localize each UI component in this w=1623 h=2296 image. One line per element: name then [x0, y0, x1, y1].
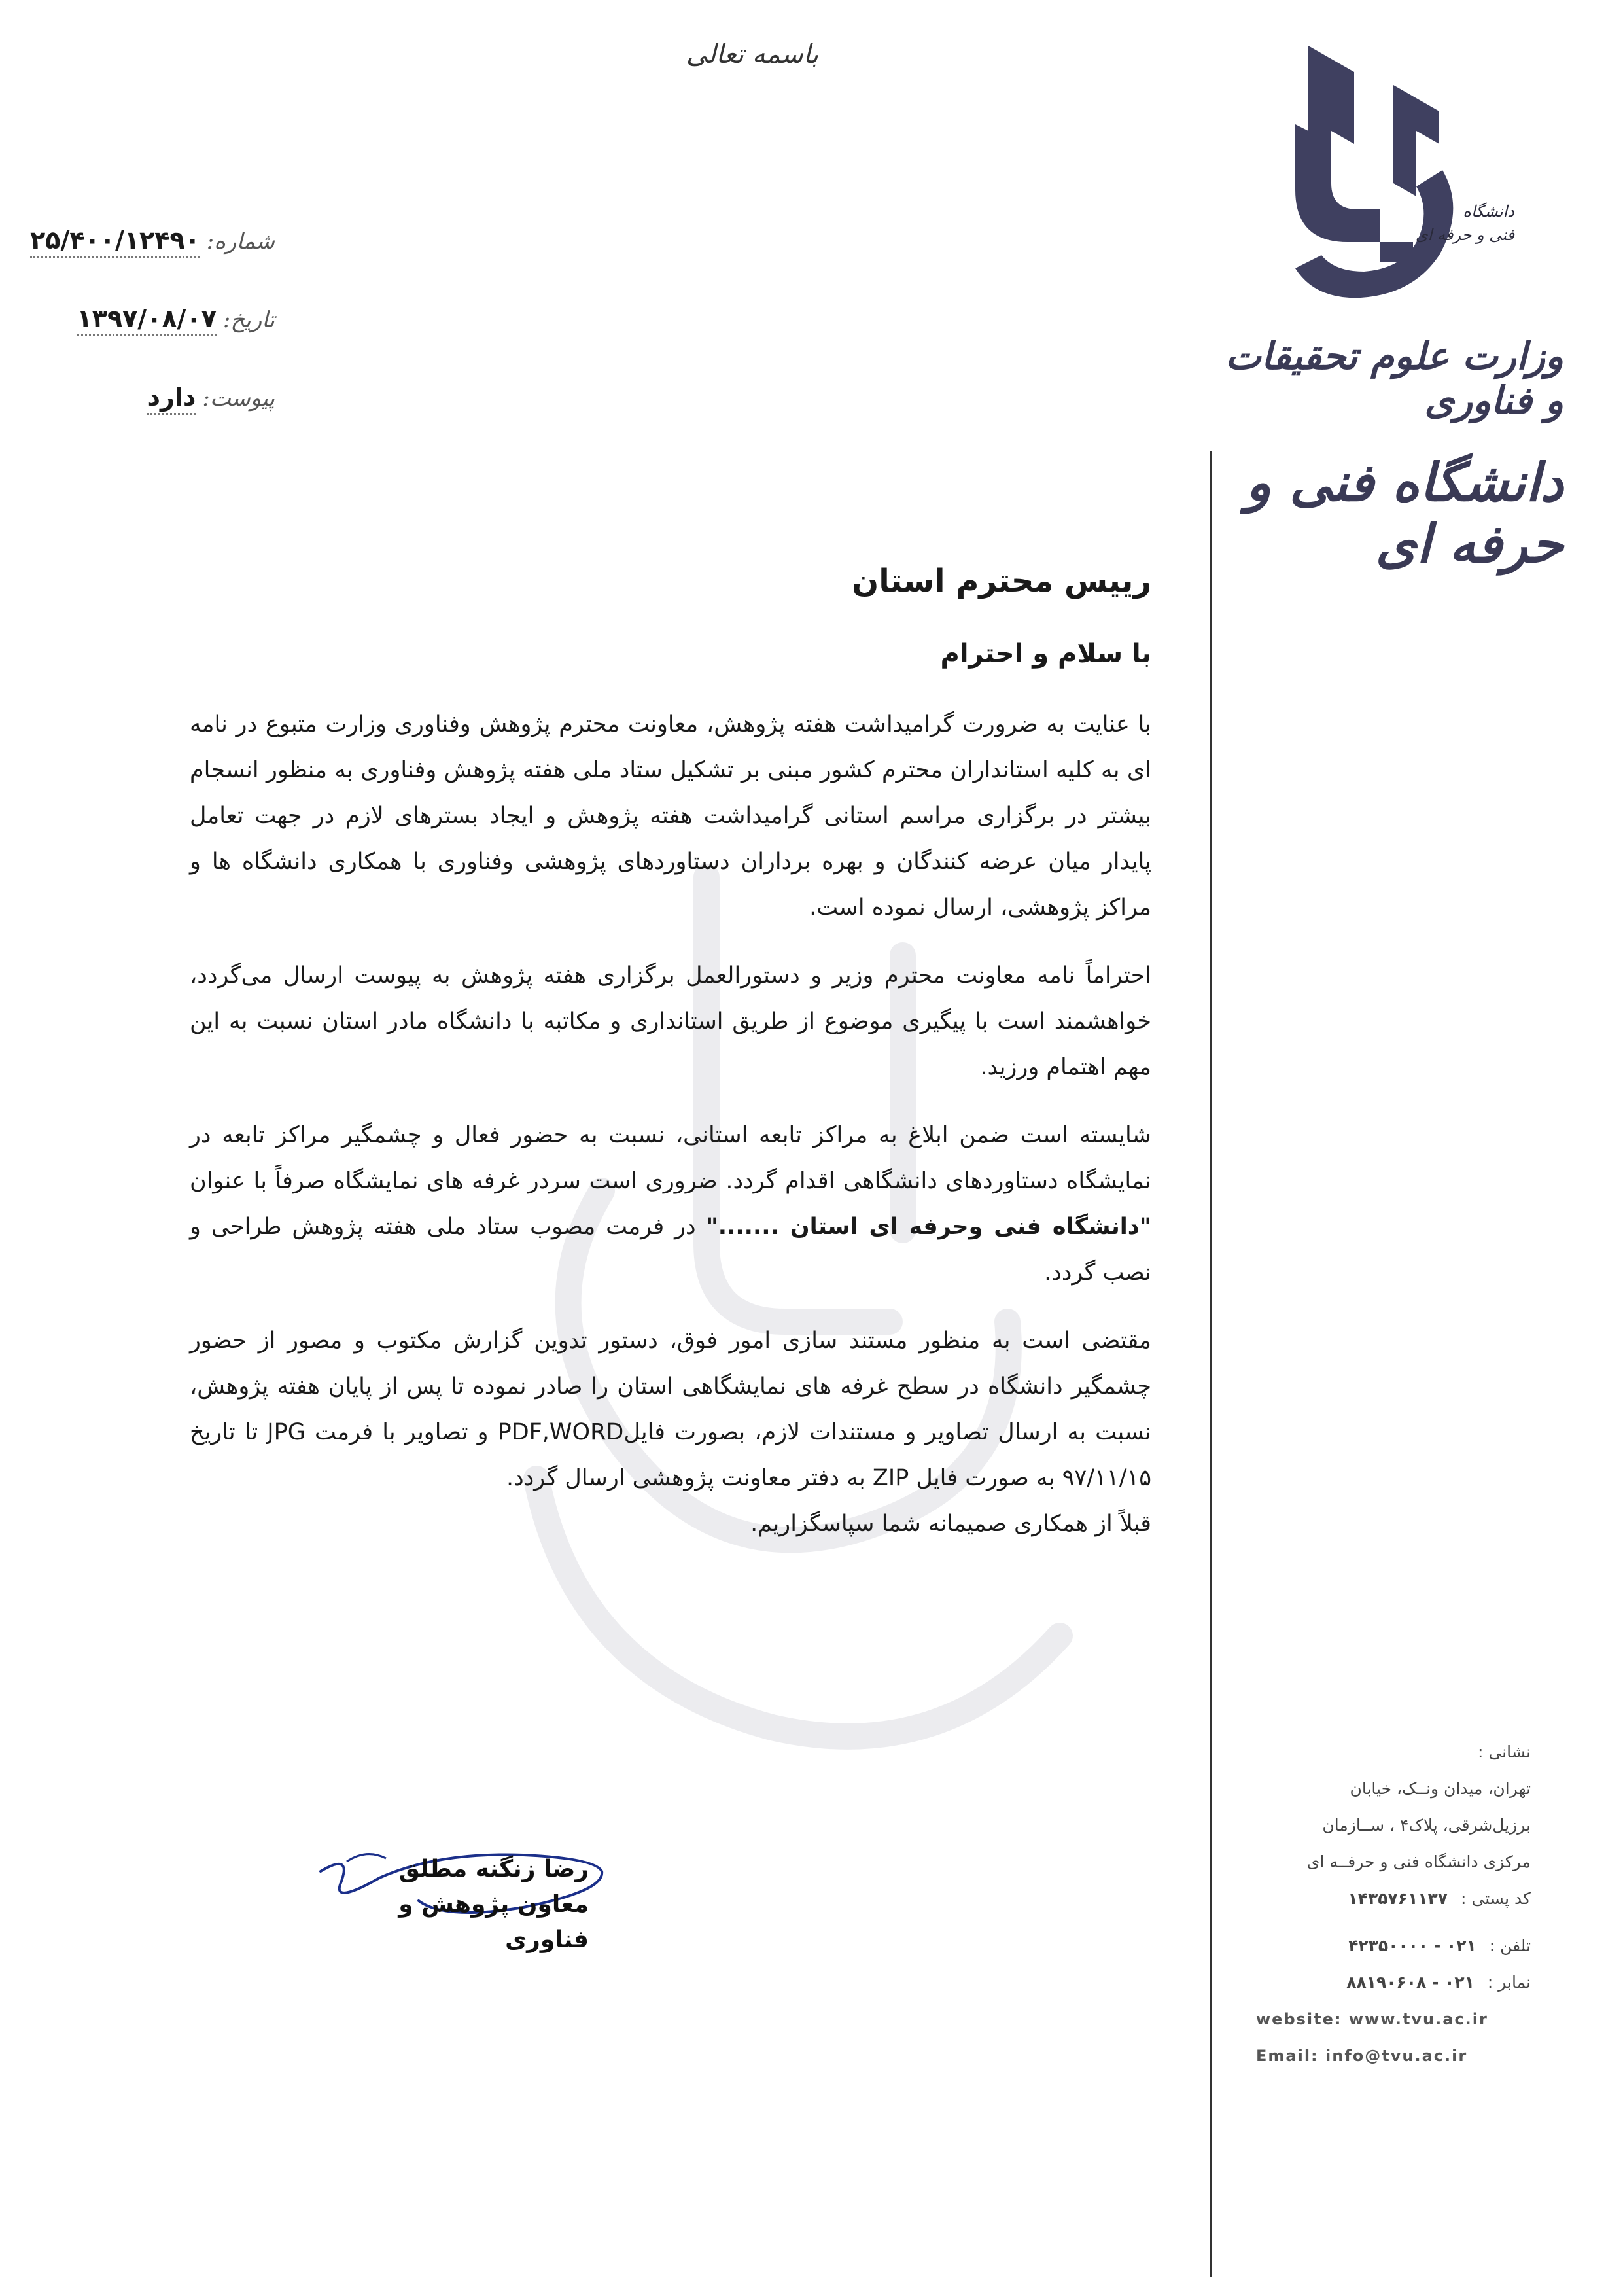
- logo-caption-line-1: دانشگاه: [1463, 202, 1514, 221]
- vertical-divider: [1210, 451, 1212, 2277]
- addressee: رییس محترم استان: [852, 563, 1151, 599]
- letter-meta: [30, 226, 275, 461]
- phone-value: ۰۲۱ - ۴۲۳۵۰۰۰۰: [1348, 1936, 1476, 1955]
- university-name: دانشگاه فنی و حرفه ای: [1246, 451, 1563, 574]
- fax-value: ۰۲۱ - ۸۸۱۹۰۶۰۸: [1346, 1973, 1475, 1992]
- phone-row: [1230, 1928, 1531, 1964]
- letter-date-label: تاریخ:: [222, 307, 275, 333]
- institution-header: [1197, 46, 1563, 574]
- website-link[interactable]: website: www.tvu.ac.ir: [1256, 2010, 1488, 2028]
- logo-caption-line-2: فنی و حرفه ای: [1415, 226, 1514, 244]
- paragraph-3-after: در فرمت مصوب ستاد ملی هفته پژوهش طراحی و نصب گردد.: [190, 1214, 1151, 1286]
- address-line-1: تهران، میدان ونــک، خیابان: [1350, 1779, 1531, 1798]
- email-link[interactable]: Email: info@tvu.ac.ir: [1256, 2047, 1468, 2065]
- signer-name: رضا زنگنه مطلق: [398, 1856, 589, 1882]
- fax-label: نمابر :: [1487, 1973, 1531, 1992]
- logo-caption: [1416, 200, 1514, 247]
- phone-label: تلفن :: [1489, 1936, 1531, 1955]
- postal-code-row: [1230, 1881, 1531, 1917]
- paragraph-2: احتراماً نامه معاونت محترم وزیر و دستورالعمل برگزاری هفته پژوهش به پیوست ارسال می‌گردد، خواهشمند است با پیگیری موضوع از طریق استانداری و مکاتبه با دانشگاه مادر استان نسبت به این مهم اهتمام ورزید.: [190, 963, 1151, 1080]
- address-label: نشانی :: [1477, 1742, 1531, 1761]
- letter-date-row: [39, 304, 275, 383]
- paragraph-3-booth-title: "دانشگاه فنی وحرفه ای استان .......": [706, 1214, 1151, 1240]
- invocation-text: باسمه تعالی: [686, 39, 819, 69]
- paragraph-3-before: شایسته است ضمن ابلاغ به مراکز تابعه استانی، نسبت به حضور فعال و چشمگیر مراکز تابعه در نمایشگاه دستاوردهای دانشگاهی اقدام گردد. ضروری است سردر غرفه های نمایشگاه صرفاً با عنوان: [190, 1122, 1151, 1194]
- postal-code-value: ۱۴۳۵۷۶۱۱۳۷: [1348, 1889, 1448, 1908]
- address-line-2: برزیل‌شرقی، پلاک۴ ، ســازمان: [1322, 1816, 1531, 1835]
- paragraph-1: با عنایت به ضرورت گرامیداشت هفته پژوهش، معاونت محترم پژوهش وفناوری وزارت متبوع در نامه ای به کلیه استانداران محترم کشور مبنی بر تشکیل ستاد ملی هفته پژوهش وفناوری به منظور انسجام بیشتر در برگزاری مراسم استانی گرامیداشت هفته پژوهش و ایجاد بسترهای لازم در جهت تعامل پایدار میان عرضه کنندگان و بهره برداران دستاوردهای پژوهشی وفناوری با همکاری دانشگاه ها و مراکز پژوهشی، ارسال نموده است.: [190, 711, 1151, 921]
- contact-info: [1230, 1734, 1531, 2074]
- postal-code-label: کد پستی :: [1461, 1889, 1531, 1908]
- letter-number-label: شماره:: [206, 228, 275, 255]
- letter-number-row: [30, 226, 275, 304]
- address-line-3: مرکزی دانشگاه فنی و حرفــه ای: [1306, 1852, 1531, 1871]
- signature-block: [314, 1852, 589, 1958]
- letter-date-value: ۱۳۹۷/۰۸/۰۷: [77, 304, 217, 336]
- signer-title: معاون پژوهش و فناوری: [398, 1891, 589, 1953]
- ministry-name: وزارت علوم تحقیقات و فناوری: [1225, 334, 1563, 423]
- paragraph-4: مقتضی است به منظور مستند سازی امور فوق، دستور تدوین گزارش مکتوب و مصور از حضور چشمگیر دانشگاه در سطح غرفه های نمایشگاهی استان را صادر نموده تا پس از پایان هفته پژوهش، نسبت به ارسال تصاویر و مستندات لازم، بصورت فایلPDF,WORD و تصاویر با فرمت JPG تا تاریخ ۹۷/۱۱/۱۵ به صورت فایل ZIP به دفتر معاونت پژوهشی ارسال گردد.: [190, 1328, 1151, 1491]
- closing-line: قبلاً از همکاری صمیمانه شما سپاسگزاریم.: [750, 1511, 1151, 1537]
- greeting: با سلام و احترام: [940, 639, 1151, 669]
- attachment-value: دارد: [147, 383, 196, 415]
- attachment-row: [39, 383, 275, 461]
- fax-row: [1230, 1964, 1531, 2001]
- letter-number-value: ۲۵/۴۰۰/۱۲۴۹۰: [30, 226, 200, 258]
- paragraph-3: [190, 1112, 1151, 1296]
- university-logo: [1282, 46, 1472, 301]
- letter-body: [190, 563, 1151, 1547]
- attachment-label: پیوست:: [202, 385, 275, 412]
